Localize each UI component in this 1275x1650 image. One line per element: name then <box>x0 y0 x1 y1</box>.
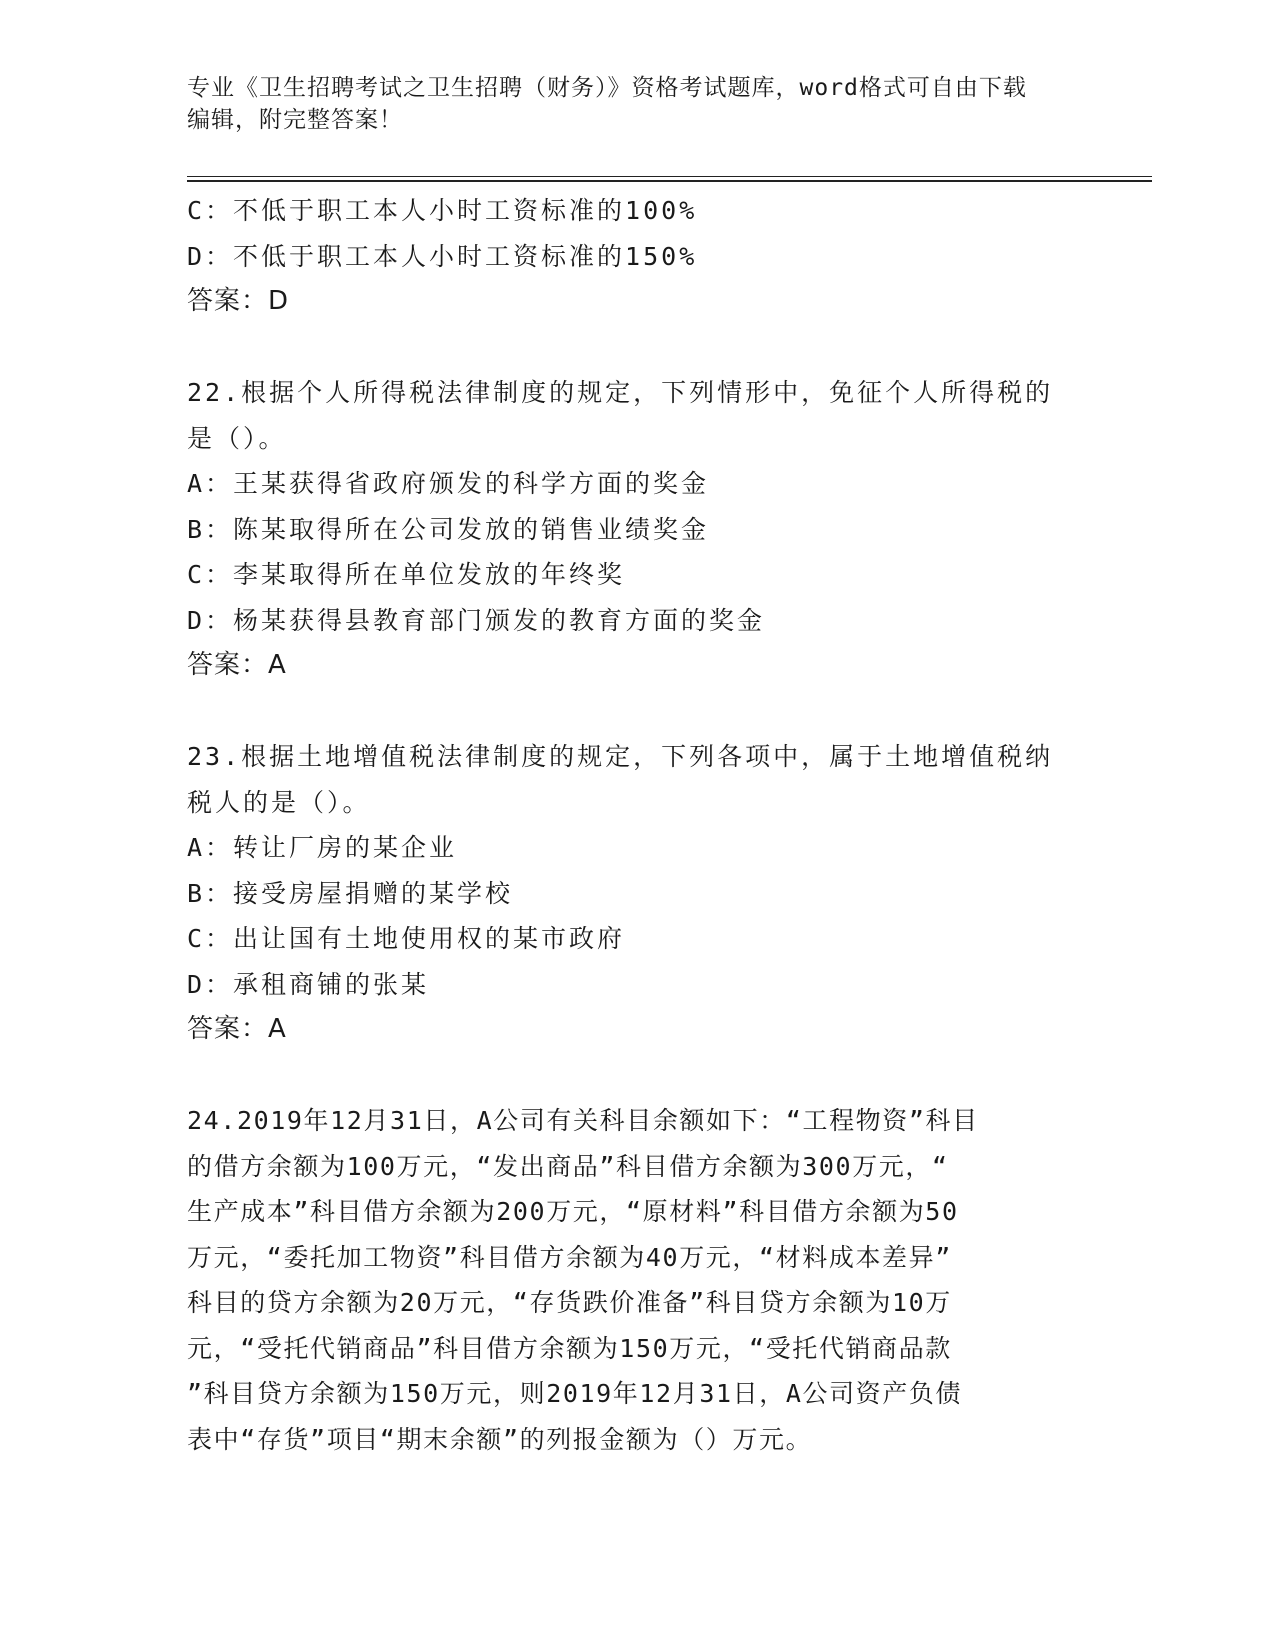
header-divider-thin <box>187 176 1152 177</box>
option-b: B：陈某取得所在公司发放的销售业绩奖金 <box>187 514 710 544</box>
question-stem-line-1: 23.根据土地增值税法律制度的规定，下列各项中，属于土地增值税纳 <box>187 742 1054 771</box>
question-stem-line-2: 的借方余额为100万元，“发出商品”科目借方余额为300万元，“ <box>187 1151 949 1181</box>
header-line-2: 编辑，附完整答案！ <box>187 107 403 133</box>
page-header <box>187 72 1087 136</box>
previous-question-tail <box>187 188 1087 325</box>
question-stem-line-4: 万元，“委托加工物资”科目借方余额为40万元，“材料成本差异” <box>187 1242 952 1272</box>
option-d: D：承租商铺的张某 <box>187 969 430 999</box>
option-d: D：杨某获得县教育部门颁发的教育方面的奖金 <box>187 605 766 635</box>
spacer <box>187 689 1087 735</box>
question-stem-line-8: 表中“存货”项目“期末余额”的列报金额为（）万元。 <box>187 1424 813 1454</box>
question-23 <box>187 734 1087 1053</box>
option-a: A：王某获得省政府颁发的科学方面的奖金 <box>187 469 710 498</box>
option-a: A：转让厂房的某企业 <box>187 833 458 862</box>
option-b: B：接受房屋捐赠的某学校 <box>187 878 514 908</box>
answer-line: 答案：D <box>187 286 290 316</box>
answer-line: 答案：A <box>187 650 287 680</box>
question-24 <box>187 1098 1087 1462</box>
question-22 <box>187 370 1087 689</box>
spacer <box>187 1053 1087 1099</box>
option-c: C：出让国有土地使用权的某市政府 <box>187 924 626 953</box>
header-line-1: 专业《卫生招聘考试之卫生招聘（财务）》资格考试题库，word格式可自由下载 <box>187 75 1027 101</box>
header-divider-thick <box>187 180 1152 182</box>
question-stem-line-7: ”科目贷方余额为150万元，则2019年12月31日，A公司资产负债 <box>187 1379 963 1408</box>
spacer <box>187 325 1087 371</box>
question-stem-line-1: 24.2019年12月31日，A公司有关科目余额如下：“工程物资”科目 <box>187 1106 979 1135</box>
question-stem-line-3: 生产成本”科目借方余额为200万元，“原材料”科目借方余额为50 <box>187 1197 959 1226</box>
question-stem-line-5: 科目的贷方余额为20万元，“存货跌价准备”科目贷方余额为10万 <box>187 1288 952 1317</box>
option-c: C：李某取得所在单位发放的年终奖 <box>187 560 626 589</box>
question-stem-line-6: 元，“受托代销商品”科目借方余额为150万元，“受托代销商品款 <box>187 1333 952 1363</box>
option-c: C：不低于职工本人小时工资标准的100% <box>187 196 698 225</box>
question-stem-line-1: 22.根据个人所得税法律制度的规定，下列情形中，免征个人所得税的 <box>187 378 1054 407</box>
question-stem-line-2: 税人的是（）。 <box>187 787 371 817</box>
question-stem-line-2: 是（）。 <box>187 423 287 453</box>
document-body <box>187 188 1087 1462</box>
answer-line: 答案：A <box>187 1014 287 1044</box>
option-d: D：不低于职工本人小时工资标准的150% <box>187 241 698 271</box>
